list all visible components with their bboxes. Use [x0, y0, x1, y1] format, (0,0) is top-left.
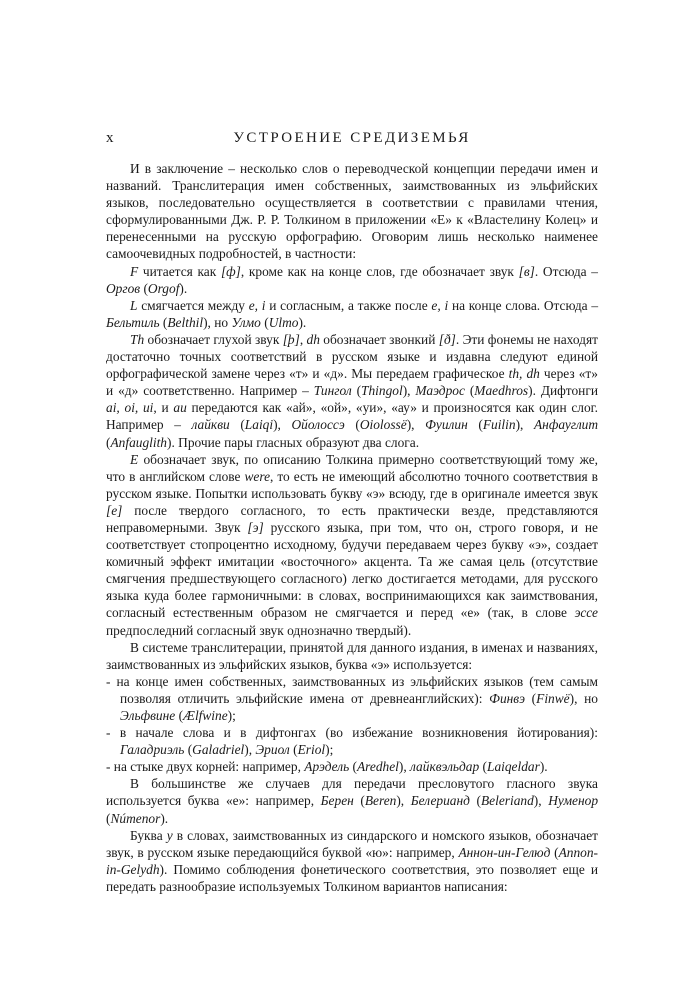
italic-text: лайкви [191, 417, 230, 433]
italic-text: ai, oi, ui [106, 400, 154, 416]
text-run: в словах, заимствованных из синдарского и номского языков, обозначает звук, в русском языке передающийся буквой «ю»: например, [106, 827, 598, 860]
text-run: ( [289, 742, 298, 758]
text-run: . Эти фонемы не находят достаточно точных соответствий в русском языке и издавна следуют единой орфографической замене через «т» и «д». Мы передаем графическое [106, 331, 598, 382]
text-run: . Отсюда – [534, 263, 598, 279]
italic-text: Maedhros [474, 383, 529, 399]
text-run: Буква [130, 827, 167, 843]
italic-text: Улмо [231, 314, 261, 330]
italic-text: Orgof [147, 280, 180, 296]
italic-text: Laiqi [244, 417, 274, 433]
italic-text: Th [130, 331, 145, 347]
text-run: ); [227, 708, 236, 723]
italic-text: Beleriand [480, 793, 534, 809]
text-run: , и [153, 400, 174, 416]
italic-text: Галадриэль [120, 742, 185, 758]
italic-text: Анфауглит [534, 417, 599, 433]
italic-text: Finwë [536, 690, 570, 706]
italic-text: Бельтиль [106, 314, 160, 330]
italic-text: [э] [247, 519, 264, 535]
italic-text: Белерианд [410, 793, 470, 809]
paragraph [106, 331, 598, 451]
text-run: ( [469, 793, 481, 809]
italic-text: e, i [248, 297, 266, 313]
text-run: ( [467, 417, 483, 433]
italic-text: Ойолоссэ [291, 417, 345, 433]
text-run: ), но [203, 314, 232, 330]
text-run: и согласным, а также после [265, 297, 432, 313]
text-run: - на стыке двух корней: например, [106, 759, 305, 775]
text-run: через «т» и «д» соответственно. Например – [106, 366, 598, 399]
italic-text: th, dh [508, 366, 540, 382]
italic-text: Laiqeldar [487, 759, 540, 775]
text-run: ( [349, 759, 357, 775]
italic-text: Арэдель [304, 759, 350, 775]
text-run: ( [229, 417, 245, 433]
italic-text: dh [306, 331, 320, 347]
italic-text: Beren [364, 793, 397, 809]
italic-text: [ф] [220, 263, 241, 279]
text-run: ), [396, 793, 411, 809]
italic-text: Belthil [167, 314, 204, 330]
italic-text: Galadriel [192, 742, 245, 758]
page-number: x [106, 130, 114, 146]
italic-text: Oiolossë [359, 417, 407, 433]
italic-text: au [173, 400, 187, 416]
text-run: - на конце имен собственных, заимствованных из эльфийских языков (тем самым позволяя отличить эльфийские имена от древнеанглийских): [106, 673, 598, 706]
italic-text: [þ] [282, 331, 300, 347]
italic-text: [в] [518, 263, 535, 279]
text-run: , то есть не имеющий абсолютно точного соответствия в русском языке. Попытки использовать букву «э» всюду, где в оригинале имеется звук [106, 468, 598, 501]
italic-text: Оргов [106, 280, 141, 296]
text-run: ). Дифтонги [528, 383, 598, 399]
text-run: ( [351, 383, 362, 399]
italic-text: [ð] [438, 331, 456, 347]
text-run: обозначает звук, по описанию Толкина примерно соответствующий тому же, что в английском слове [106, 451, 598, 484]
italic-text: лайквэльдар [410, 759, 480, 775]
text-run: ), [402, 383, 416, 399]
text-run: читается как [138, 263, 221, 279]
list-item [106, 758, 598, 775]
paragraph [106, 297, 598, 331]
paragraph [106, 451, 598, 639]
text-run: ( [479, 759, 487, 775]
text-run: В системе транслитерации, принятой для данного издания, в именах и названиях, заимствованных из эльфийских языков, буква «э» используется: [106, 639, 598, 672]
text-run: ( [464, 383, 475, 399]
italic-text: эссе [574, 605, 598, 621]
text-run: ( [260, 314, 269, 330]
paragraph [106, 775, 598, 826]
text-run: - в начале слова и в дифтонгах (во избежание возникновения йотирования): [106, 725, 598, 741]
text-run: И в заключение – несколько слов о переводческой концепции передачи имен и названий. Транслитерация имен собственных, заимствованных из эльфийских языков, последовательно осуществляется в соответствии с правилами чтения, сформулированными Дж. Р. Р. Толкином в приложении «Е» к «Властелину Колец» и перенесенными на русскую орфографию. Оговорим лишь несколько наименее самоочевидных подробностей, в частности: [106, 161, 598, 262]
italic-text: Eriol [297, 742, 326, 758]
italic-text: Ælfwine [183, 708, 228, 723]
text-run: ( [525, 690, 537, 706]
text-run: ( [140, 280, 148, 296]
italic-text: L [130, 297, 138, 313]
text-run: ), [273, 417, 292, 433]
list-item [106, 673, 598, 724]
text-run: ), [533, 793, 549, 809]
italic-text: Эриол [255, 742, 290, 758]
italic-text: Anfauglith [110, 434, 168, 450]
italic-text: [e] [106, 502, 123, 518]
italic-text: F [130, 263, 139, 279]
list-item [106, 724, 598, 758]
italic-text: Thingol [361, 383, 403, 399]
text-run: ). [539, 759, 548, 775]
text-run: смягчается между [137, 297, 249, 313]
italic-text: Берен [320, 793, 354, 809]
text-run: после твердого согласного, то есть практически везде, представляются неправомерными. Звук [106, 502, 598, 535]
italic-text: E [130, 451, 139, 467]
italic-text: e, i [431, 297, 449, 313]
text-run: ( [159, 314, 168, 330]
text-run: ( [344, 417, 360, 433]
text-run: ( [175, 708, 184, 723]
text-run: русского языка, при том, что он, строго говоря, и не соответствует стопроцентно исходному, будучи передаваем через букву «э», создает комичный эффект имитации «восточного» акцента. Та же самая цель (отсутствие смягчения предшествующего согласного) легко достигается методами, для русского языка куда более гармоничными: в словах, воспринимающихся как заимствования, согласный естественным образом не смягчается и перед «е» (так, в слове [106, 519, 598, 621]
text-run: В большинстве же случаев для передачи пресловутого гласного звука используется буква «е»: например, [106, 776, 598, 809]
italic-text: Маэдрос [415, 383, 465, 399]
text-run: ). Прочие пары гласных образуют два слога. [167, 434, 420, 450]
paragraph [106, 263, 598, 297]
italic-text: Aredhel [356, 759, 399, 775]
text-run: ), но [569, 690, 598, 706]
italic-text: Фуилин [425, 417, 468, 433]
text-run: ), [398, 759, 411, 775]
text-run: , [299, 331, 307, 347]
text-run: ( [550, 844, 559, 860]
text-run: ( [184, 742, 193, 758]
text-run: обозначает звонкий [319, 331, 439, 347]
italic-text: Аннон-ин-Гелюд [458, 844, 551, 860]
italic-text: Нуменор [548, 793, 599, 809]
running-title: УСТРОЕНИЕ СРЕДИЗЕМЬЯ [233, 130, 471, 146]
text-run: предпоследний согласный звук однозначно твердый). [106, 622, 412, 638]
paragraph [106, 160, 598, 263]
italic-text: Númenor [110, 810, 161, 826]
text-run: передаются как «ай», «ой», «уи», «ау» и произносятся как один слог. Например – [106, 400, 599, 433]
italic-text: were [244, 468, 271, 484]
text-run: ). [160, 810, 169, 826]
text-run: ), [244, 742, 256, 758]
text-run: ). [298, 314, 307, 330]
text-run: ), [515, 417, 534, 433]
body-text [106, 160, 598, 895]
italic-text: y [166, 827, 173, 843]
italic-text: Эльфвине [120, 708, 176, 723]
paragraph [106, 827, 598, 895]
running-head [106, 130, 598, 152]
text-run: ( [106, 810, 111, 826]
text-run: на конце слова. Отсюда – [448, 297, 599, 313]
text-run: ( [106, 434, 111, 450]
paragraph [106, 639, 598, 673]
italic-text: Финвэ [489, 690, 525, 706]
text-run: обозначает глухой звук [144, 331, 283, 347]
italic-text: Тингол [313, 383, 352, 399]
text-run: ), [406, 417, 426, 433]
italic-text: Ulmo [268, 314, 299, 330]
text-run: ). Помимо соблюдения фонетического соответствия, это позволяет еще и передать разнообразие используемых Толкином вариантов написания: [106, 861, 598, 894]
text-run: , кроме как на конце слов, где обозначает звук [240, 263, 519, 279]
text-run: ( [353, 793, 365, 809]
italic-text: Fuilin [482, 417, 516, 433]
italic-text: Annon-in-Gelydh [106, 844, 598, 877]
text-run: ); [325, 742, 334, 758]
text-run: ). [179, 280, 188, 296]
